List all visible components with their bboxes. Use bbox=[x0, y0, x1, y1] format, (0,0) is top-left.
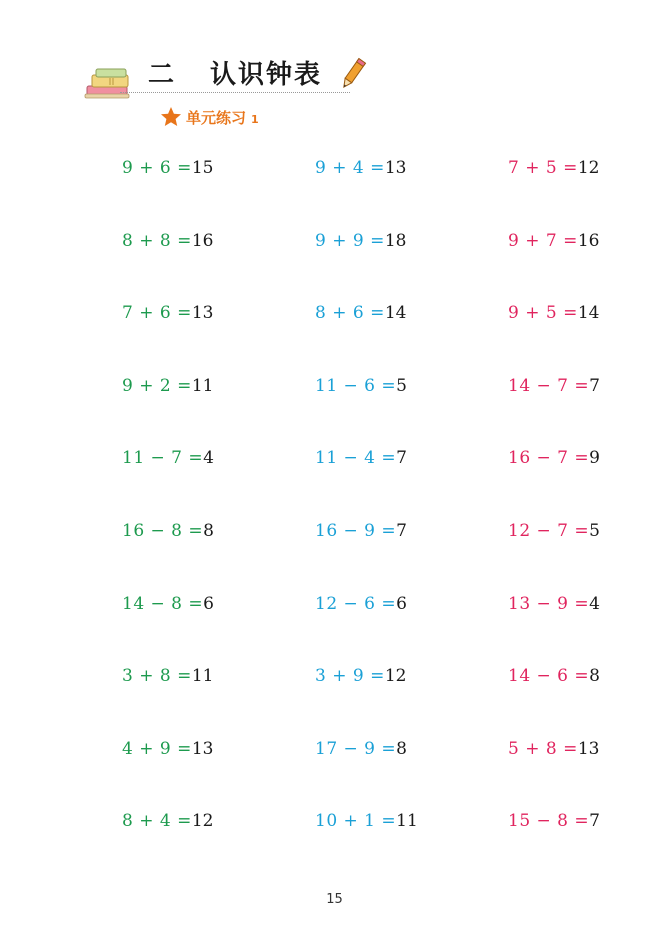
equation-expression: 10 + 1 = bbox=[315, 811, 397, 832]
equation-item bbox=[508, 229, 599, 253]
equation-item bbox=[122, 809, 213, 833]
equation-item bbox=[508, 809, 600, 833]
equation-item bbox=[122, 229, 213, 253]
equation-answer: 9 bbox=[589, 448, 600, 469]
equation-item bbox=[315, 374, 407, 398]
equation-answer: 8 bbox=[589, 666, 600, 687]
equation-answer: 11 bbox=[396, 811, 418, 832]
equation-expression: 7 + 6 = bbox=[122, 303, 192, 324]
equation-answer: 4 bbox=[203, 448, 214, 469]
equation-expression: 8 + 4 = bbox=[122, 811, 192, 832]
equation-answer: 15 bbox=[191, 158, 214, 178]
equation-expression: 11 − 7 = bbox=[122, 448, 204, 469]
equation-answer: 13 bbox=[191, 303, 214, 324]
equation-item bbox=[315, 446, 407, 470]
equation-answer: 6 bbox=[396, 593, 407, 614]
chapter-name: 认识钟表 bbox=[210, 60, 323, 90]
chapter-number: 二 bbox=[148, 60, 177, 90]
equation-item bbox=[122, 301, 213, 325]
equation-expression: 5 + 8 = bbox=[508, 738, 578, 759]
page-number: 15 bbox=[326, 892, 343, 907]
equation-item bbox=[315, 664, 406, 688]
equation-item bbox=[122, 519, 214, 543]
equation-item bbox=[122, 737, 213, 761]
equation-item bbox=[508, 592, 600, 616]
section-number: 1 bbox=[251, 113, 259, 126]
equation-item bbox=[315, 156, 406, 180]
equation-expression: 9 + 4 = bbox=[315, 158, 385, 178]
equation-expression: 9 + 6 = bbox=[122, 158, 192, 178]
equation-expression: 14 − 7 = bbox=[508, 375, 590, 396]
section-label: 单元练习 bbox=[186, 109, 247, 127]
equation-answer: 7 bbox=[589, 811, 600, 832]
equation-answer: 13 bbox=[577, 738, 600, 759]
equation-answer: 4 bbox=[589, 593, 600, 614]
equation-expression: 7 + 5 = bbox=[508, 158, 578, 178]
equation-item bbox=[315, 737, 407, 761]
equation-answer: 14 bbox=[384, 303, 407, 324]
equation-item bbox=[508, 156, 599, 180]
equation-item bbox=[122, 592, 214, 616]
equation-answer: 13 bbox=[384, 158, 407, 178]
equation-item bbox=[508, 664, 600, 688]
equation-expression: 9 + 5 = bbox=[508, 303, 578, 324]
equation-answer: 11 bbox=[191, 666, 214, 687]
equation-item bbox=[315, 301, 406, 325]
equation-answer: 5 bbox=[589, 521, 600, 541]
equation-item bbox=[315, 809, 418, 833]
equation-expression: 16 − 8 = bbox=[122, 521, 204, 541]
equation-answer: 7 bbox=[589, 375, 600, 396]
equation-answer: 5 bbox=[396, 375, 407, 396]
equation-expression: 4 + 9 = bbox=[122, 738, 192, 759]
equation-answer: 16 bbox=[577, 230, 600, 251]
equation-expression: 12 − 6 = bbox=[315, 593, 397, 614]
equation-answer: 16 bbox=[191, 230, 214, 251]
equation-item bbox=[315, 229, 406, 253]
equation-item bbox=[508, 301, 599, 325]
equation-answer: 6 bbox=[203, 593, 214, 614]
equation-answer: 7 bbox=[396, 448, 407, 469]
equation-item bbox=[508, 374, 600, 398]
equation-expression: 16 − 7 = bbox=[508, 448, 590, 469]
equation-item bbox=[122, 374, 213, 398]
equation-answer: 7 bbox=[396, 521, 407, 541]
equation-item bbox=[315, 519, 407, 543]
equation-expression: 14 − 8 = bbox=[122, 593, 204, 614]
equation-item bbox=[508, 446, 600, 470]
equation-expression: 9 + 7 = bbox=[508, 230, 578, 251]
equation-answer: 12 bbox=[384, 666, 407, 687]
equation-expression: 17 − 9 = bbox=[315, 738, 397, 759]
equation-expression: 14 − 6 = bbox=[508, 666, 590, 687]
equation-item bbox=[122, 156, 213, 180]
equation-item bbox=[122, 446, 214, 470]
equation-answer: 13 bbox=[191, 738, 214, 759]
equation-expression: 8 + 8 = bbox=[122, 230, 192, 251]
equation-answer: 12 bbox=[577, 158, 600, 178]
equation-answer: 14 bbox=[577, 303, 600, 324]
equation-expression: 8 + 6 = bbox=[315, 303, 385, 324]
equation-answer: 18 bbox=[384, 230, 407, 251]
equation-answer: 8 bbox=[396, 738, 407, 759]
equation-answer: 11 bbox=[191, 375, 214, 396]
equation-expression: 9 + 2 = bbox=[122, 375, 192, 396]
equation-item bbox=[122, 664, 213, 688]
equation-expression: 16 − 9 = bbox=[315, 521, 397, 541]
equation-item bbox=[508, 519, 600, 543]
equation-expression: 3 + 9 = bbox=[315, 666, 385, 687]
equation-answer: 8 bbox=[203, 521, 214, 541]
equation-expression: 11 − 4 = bbox=[315, 448, 397, 469]
equation-expression: 13 − 9 = bbox=[508, 593, 590, 614]
equation-expression: 9 + 9 = bbox=[315, 230, 385, 251]
equation-expression: 15 − 8 = bbox=[508, 811, 590, 832]
equation-item bbox=[508, 737, 599, 761]
equation-expression: 12 − 7 = bbox=[508, 521, 590, 541]
equation-answer: 12 bbox=[191, 811, 214, 832]
equation-expression: 11 − 6 = bbox=[315, 375, 397, 396]
equation-expression: 3 + 8 = bbox=[122, 666, 192, 687]
equation-item bbox=[315, 592, 407, 616]
